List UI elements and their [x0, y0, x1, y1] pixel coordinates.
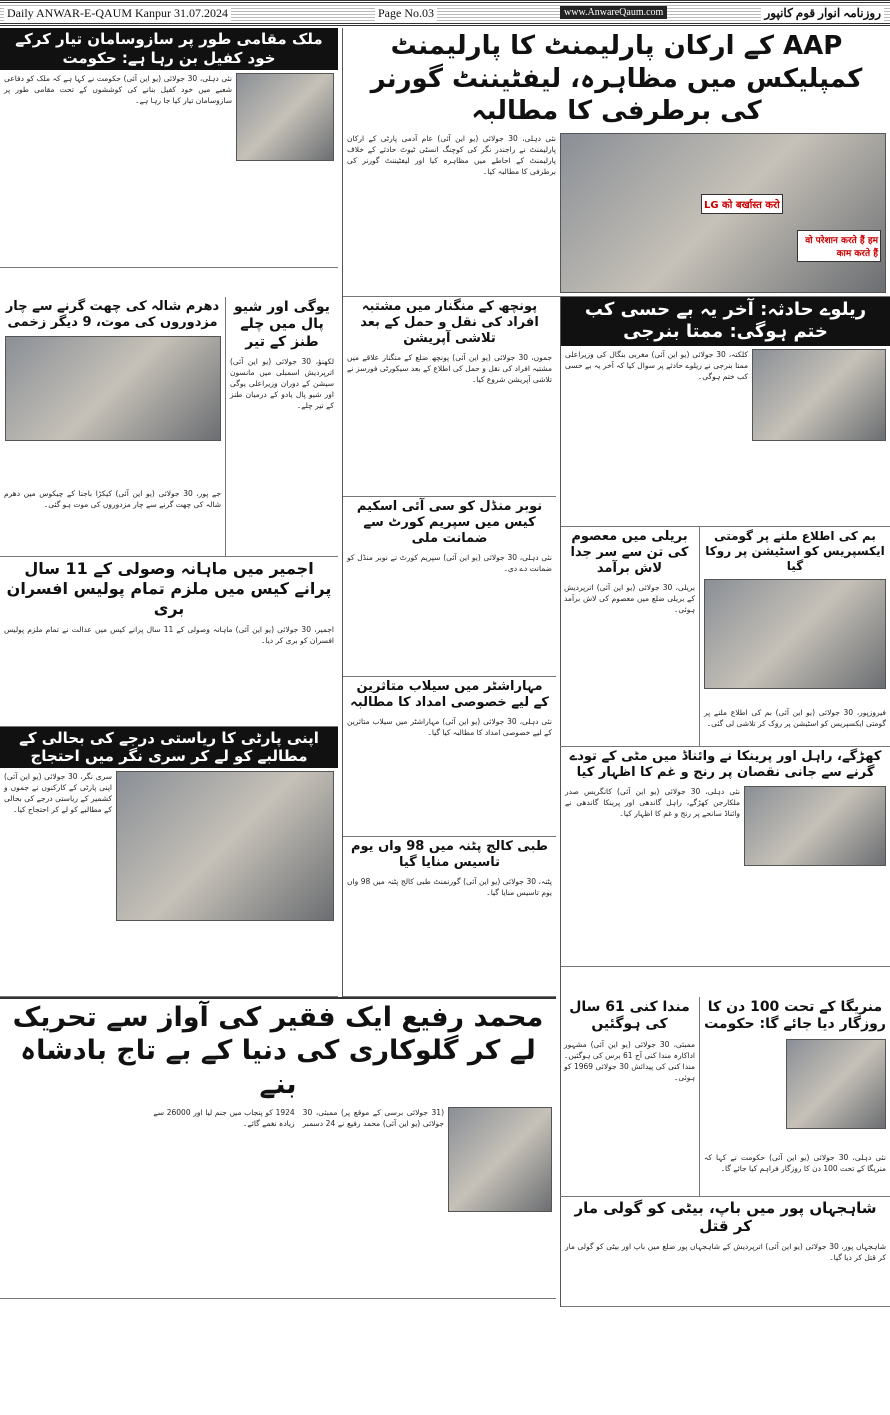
poster-text: LG को बर्खास्त करो: [701, 194, 783, 214]
article-body: [347, 716, 552, 833]
article-body: [347, 876, 552, 993]
article-text: کلکتہ، 30 جولائی (یو این آئی) مغربی بنگال کی وزیراعلی ممتا بنرجی نے ریلوے حادثے پر سوال کیا کہ آخر یہ بے حسی کب ختم ہوگی۔: [565, 349, 748, 381]
article-bomb: [700, 527, 890, 747]
article-headline: ریلوے حادثہ: آخر یہ بے حسی کب ختم ہوگی: ممتا بنرجی: [561, 297, 890, 346]
minister-photo: [236, 73, 334, 161]
article-body: [4, 624, 334, 723]
article-text: لکھنؤ، 30 جولائی (یو این آئی) اترپردیش اسمبلی میں مانسون سیشن کے دوران وزیراعلی یوگی اور شیو پال یادو کے درمیان طنز کے تیر چلے۔: [230, 357, 335, 410]
article-pair: [561, 527, 890, 747]
article-apni: [0, 727, 338, 997]
article-headline: شاہجہاں پور میں باپ، بیٹی کو گولی مار کر قتل: [574, 1198, 877, 1236]
collapse-site-photo: [5, 336, 221, 441]
website-link[interactable]: www.AnwareQaum.com: [560, 6, 667, 19]
article-headline: اپنی پارٹی کا ریاستی درجے کی بحالی کے مطالبے کو لے کر سری نگر میں احتجاج: [0, 727, 338, 769]
right-column: [560, 297, 890, 997]
bottom-feature-section: [0, 997, 556, 1307]
article-headline: منریگا کے تحت 100 دن کا روزگار دیا جائے گا: حکومت: [704, 998, 886, 1032]
masthead-date: Daily ANWAR-E-QAUM Kanpur 31.07.2024: [4, 6, 231, 21]
article-pair: [0, 297, 338, 557]
article-content: [343, 873, 556, 996]
article-headline: مندا کنی 61 سال کی ہوگئیں: [569, 998, 690, 1032]
article-body: [564, 582, 695, 742]
article-poonch: [343, 297, 556, 497]
article-govt: [0, 28, 338, 268]
article-text: فیروزپور، 30 جولائی (یو این آئی) بم کی اطلاع ملنے پر گومتی ایکسپریس کو اسٹیشن پر روک کر تلاشی لی گئی۔: [704, 707, 886, 728]
article-body: [347, 133, 556, 293]
article-body: [347, 552, 552, 672]
article-body: [564, 1039, 695, 1193]
article-body: [347, 352, 552, 492]
article-tibbi: [343, 837, 556, 997]
article-body: [230, 356, 334, 553]
bottom-right-column: [560, 997, 890, 1307]
article-kharge: [561, 747, 890, 967]
article-content: [700, 576, 890, 746]
srinagar-protest-photo: [116, 771, 334, 921]
article-text: پٹنہ، 30 جولائی (یو این آئی) گورنمنٹ طبی کالج پٹنہ میں 98 واں یوم تاسیس منایا گیا۔: [347, 877, 552, 897]
rafi-photo: [448, 1107, 552, 1212]
article-content: [560, 1036, 699, 1196]
article-mnrega: [700, 997, 890, 1197]
article-text: نئی دہلی، 30 جولائی (یو این آئی) مہاراشٹر میں سیلاب متاثرین کے لیے خصوصی امداد کا مطالبہ کیا گیا۔: [347, 717, 552, 737]
article-pair: [561, 997, 890, 1197]
article-text: نئی دہلی، 30 جولائی (یو این آئی) کانگریس صدر ملکارجن کھڑگے، راہل گاندھی اور پرینکا گاندھی نے وائناڈ سانحے پر رنج و غم کا اظہار کیا۔: [565, 787, 740, 818]
lead-section: [342, 28, 890, 297]
article-body: [565, 349, 748, 523]
minister-mnrega-photo: [786, 1039, 886, 1129]
article-text: سری نگر، 30 جولائی (یو این آئی) اپنی پارٹی کے کارکنوں نے جموں و کشمیر کے ریاستی درجے کی بحالی کے مطالبے کو لے کر احتجاج کیا۔: [4, 772, 112, 814]
article-body: [4, 73, 232, 265]
mamata-photo: [752, 349, 886, 441]
article-text: (31 جولائی برسی کے موقع پر) ممبئی، 30 جولائی (یو این آئی) محمد رفیع نے 24 دسمبر 1924 کو پنجاب میں جنم لیا اور 26000 سے زیادہ نغمے گائے۔: [153, 1107, 444, 1128]
article-headline: ملک مقامی طور پر سازوسامان تیار کرکے خود کفیل بن رہا ہے: حکومت: [0, 28, 338, 70]
article-headline: محمد رفیع ایک فقیر کی آواز سے تحریک لے کر گلوکاری کی دنیا کے بے تاج بادشاہ بنے: [12, 1001, 544, 1100]
article-content: [0, 1104, 556, 1298]
article-body: [565, 1241, 886, 1303]
article-rafi: [0, 999, 556, 1299]
article-body: [4, 1107, 444, 1295]
newspaper-logo: روزنامہ انوار قوم کانپور: [761, 6, 884, 21]
article-body: [704, 707, 886, 743]
article-text: جے پور، 30 جولائی (یو این آئی) کیکڑا باجنا کے چیکوس میں دھرم شالہ کی چھت گرنے سے چار مزدوروں کی موت ہو گئی۔: [4, 488, 221, 509]
article-headline: دھرم شالہ کی چھت گرنے سے چار مزدوروں کی موت، 9 دیگر زخمی: [5, 298, 220, 330]
page-number: Page No.03: [375, 6, 437, 21]
article-ajmer: [0, 557, 338, 727]
article-content: [343, 549, 556, 675]
train-photo: [704, 579, 886, 689]
article-body: [704, 1152, 886, 1193]
article-body: [4, 488, 221, 553]
article-headline: بم کی اطلاع ملنے پر گومتی ایکسپریس کو اسٹیشن پر روکا گیا: [705, 528, 885, 573]
top-left-section: [0, 28, 338, 297]
article-text: شاہجہاں پور، 30 جولائی (یو این آئی) اترپردیش کے شاہجہاں پور ضلع میں باپ اور بیٹی کو گولی مار کر قتل کر دیا گیا۔: [565, 1242, 887, 1262]
article-aap: [343, 28, 890, 297]
article-railway: [561, 297, 890, 527]
article-content: [343, 713, 556, 836]
article-content: [560, 579, 699, 745]
article-text: اجمیر، 30 جولائی (یو این آئی) ماہانہ وصولی کے 11 سال پرانے کیس میں عدالت نے تمام ملزم پولیس افسران کو بری کر دیا۔: [4, 624, 334, 645]
article-headline: بریلی میں معصوم کی تن سے سر جدا لاش برآمد: [570, 528, 689, 576]
article-headline: مہاراشٹر میں سیلاب متاثرین کے لیے خصوصی امداد کا مطالبہ: [350, 678, 549, 710]
middle-column: [342, 297, 556, 997]
article-yogi: [226, 297, 338, 557]
article-content: [561, 783, 890, 966]
article-headline: پونچھ کے منگنار میں مشتبہ افراد کی نقل و حمل کے بعد تلاشی آپریشن: [360, 298, 539, 346]
article-content: [561, 1238, 890, 1306]
article-headline: اجمیر میں ماہانہ وصولی کے 11 سال پرانے کیس میں ملزم تمام پولیس افسران بری: [6, 558, 332, 618]
article-text: ممبئی، 30 جولائی (یو این آئی) مشہور اداکارہ مندا کنی آج 61 برس کی ہوگئیں۔ مندا کنی کی پیدائش 30 جولائی 1969 کو ہوئی۔: [564, 1039, 695, 1082]
article-headline: کھڑگے، راہل اور پرینکا نے وائناڈ میں مٹی کے تودے گرنے سے جانی نقصان پر رنج و غم کا اظہار کیا: [569, 748, 882, 780]
article-content: [700, 1036, 890, 1196]
article-content: [0, 333, 225, 556]
article-content: [226, 353, 338, 556]
article-body: [565, 786, 740, 963]
aap-protest-photo: [560, 133, 886, 293]
article-content: [343, 130, 890, 296]
article-content: [0, 768, 338, 996]
masthead: [0, 0, 890, 26]
article-text: نئی دہلی، 30 جولائی (یو این آئی) سپریم کورٹ نے نوبر منڈل کو ضمانت دے دی۔: [347, 553, 552, 574]
article-headline: AAP کے ارکان پارلیمنٹ کا پارلیمنٹ کمپلیکس میں مظاہرہ، لیفٹیننٹ گورنر کی برطرفی کا مطالبہ: [370, 31, 863, 126]
article-text: نئی دہلی، 30 جولائی (یو این آئی) عام آدمی پارٹی کے ارکان پارلیمنٹ نے راجندر نگر کی کوچنگ انسٹی ٹیوٹ حادثے کے خلاف پارلیمنٹ کے احاطے میں مظاہرہ کیا اور لیفٹیننٹ گورنر کی برطرفی کا مطالبہ کیا۔: [347, 133, 556, 176]
leaders-photo: [744, 786, 886, 866]
article-headline: یوگی اور شیو پال میں چلے طنز کے تیر: [234, 298, 330, 350]
article-shahj: [561, 1197, 890, 1307]
article-bareilly: [560, 527, 700, 747]
page-articles: [0, 28, 890, 1307]
article-text: بریلی، 30 جولائی (یو این آئی) اترپردیش کے بریلی ضلع میں معصوم کی لاش برآمد ہوئی۔: [564, 583, 695, 615]
article-content: [561, 346, 890, 526]
article-nobur: [343, 497, 556, 677]
article-text: نئی دہلی، 30 جولائی (یو این آئی) حکومت نے کہا کہ منریگا کے تحت 100 دن کا روزگار فراہم کیا جائے گا۔: [704, 1152, 886, 1173]
article-headline: نوبر منڈل کو سی آئی اسکیم کیس میں سپریم کورٹ سے ضمانت ملی: [356, 498, 543, 546]
article-headline: طبی کالج پٹنہ میں 98 واں یوم تاسیس منایا گیا: [350, 838, 548, 870]
article-content: [0, 621, 338, 726]
article-content: [343, 349, 556, 495]
article-maha: [343, 677, 556, 837]
article-text: نئی دہلی، 30 جولائی (یو این آئی) حکومت نے کہا ہے کہ ملک کو دفاعی شعبے میں خود کفیل بنانے کی کوششوں کے تحت مقامی طور پر سازوسامان تیار کیا جا رہا ہے۔: [4, 73, 233, 105]
article-dharam: [0, 297, 226, 557]
article-manda: [560, 997, 700, 1197]
article-text: جموں، 30 جولائی (یو این آئی) پونچھ ضلع کے منگنار علاقے میں مشتبہ افراد کی نقل و حمل کی اطلاع کے بعد سیکورٹی فورسز نے تلاشی آپریشن شروع کیا۔: [347, 353, 552, 385]
article-body: [4, 771, 112, 993]
article-content: [0, 70, 338, 268]
poster-text: वो परेशान करते हैं हम काम करते हैं: [797, 230, 881, 262]
left-column: [0, 297, 338, 997]
